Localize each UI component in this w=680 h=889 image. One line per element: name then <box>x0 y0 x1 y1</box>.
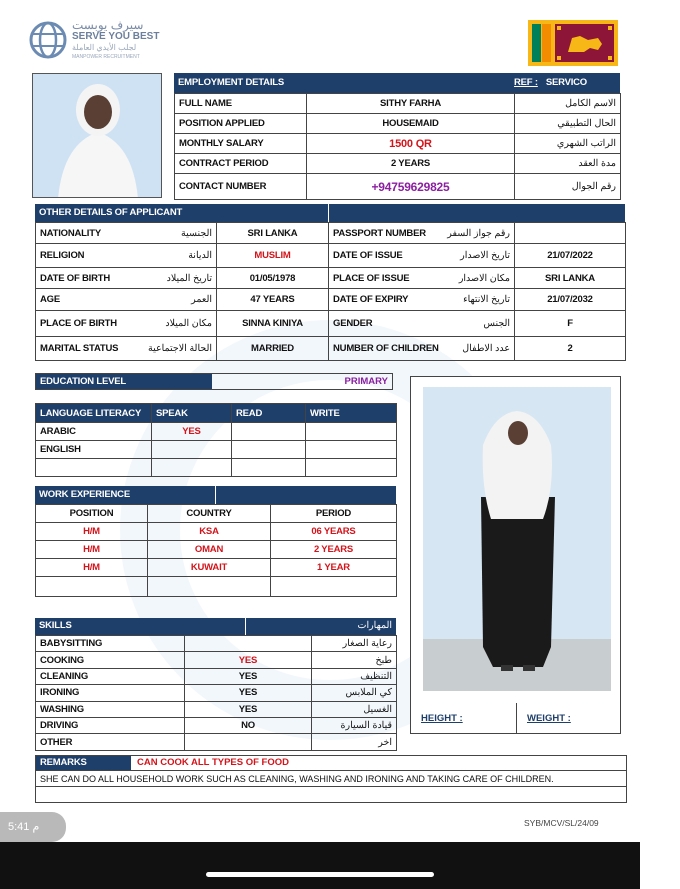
status-time-badge: 5:41 م <box>0 812 66 842</box>
weight-label: WEIGHT : <box>527 713 571 724</box>
language-row <box>36 459 397 477</box>
employment-title: EMPLOYMENT DETAILS <box>178 77 285 88</box>
other-value-2: F <box>515 311 626 337</box>
skill-arabic: كي الملابس <box>312 685 397 701</box>
skill-row <box>36 652 397 668</box>
remarks-highlight: CAN COOK ALL TYPES OF FOOD <box>137 757 290 768</box>
work-row <box>36 541 397 559</box>
other-label-1 <box>36 289 217 311</box>
employment-row <box>175 154 621 174</box>
other-label-en: MARITAL STATUS <box>40 343 119 354</box>
other-value-1: MUSLIM <box>217 244 329 268</box>
other-label-2 <box>329 244 515 268</box>
skill-row <box>36 636 397 652</box>
other-details-title: OTHER DETAILS OF APPLICANT <box>35 204 328 222</box>
skill-row <box>36 734 397 750</box>
skill-row <box>36 701 397 717</box>
work-period <box>271 577 397 597</box>
skill-arabic: التنظيف <box>312 668 397 684</box>
language-name: ENGLISH <box>36 441 152 459</box>
work-experience-section <box>35 486 396 597</box>
work-title: WORK EXPERIENCE <box>35 486 215 504</box>
other-label-en: RELIGION <box>40 250 85 261</box>
skill-value <box>185 734 312 750</box>
skills-table <box>35 635 397 751</box>
other-label-en: DATE OF ISSUE <box>333 250 403 261</box>
skill-row <box>36 668 397 684</box>
other-label-en: PASSPORT NUMBER <box>333 227 426 239</box>
employment-value: +94759629825 <box>307 174 515 200</box>
employment-value: SITHY FARHA <box>307 94 515 114</box>
other-label-ar: تاريخ الاصدار <box>460 250 510 261</box>
skills-title: SKILLS <box>35 618 245 635</box>
skill-value: NO <box>185 717 312 733</box>
work-country: OMAN <box>148 541 271 559</box>
employment-label: CONTACT NUMBER <box>175 174 307 200</box>
sri-lanka-flag-icon <box>528 20 618 66</box>
work-table <box>35 504 397 597</box>
language-write <box>306 459 397 477</box>
language-row <box>36 441 397 459</box>
language-speak: YES <box>152 423 232 441</box>
other-label-1 <box>36 244 217 268</box>
education-value: PRIMARY <box>344 376 388 387</box>
work-position: H/M <box>36 523 148 541</box>
skill-arabic: اخر <box>312 734 397 750</box>
other-value-1: SINNA KINIYA <box>217 311 329 337</box>
language-write <box>306 441 397 459</box>
other-label-ar: الجنس <box>483 318 510 329</box>
employment-value: HOUSEMAID <box>307 114 515 134</box>
other-details-row <box>36 337 626 361</box>
remarks-section <box>35 755 627 803</box>
other-label-en: NUMBER OF CHILDREN <box>333 343 439 354</box>
skills-section <box>35 618 396 751</box>
other-label-1 <box>36 268 217 289</box>
other-label-2 <box>329 223 515 244</box>
language-row <box>36 423 397 441</box>
other-label-2 <box>329 337 515 361</box>
other-label-en: DATE OF EXPIRY <box>333 294 409 305</box>
other-value-1: SRI LANKA <box>217 223 329 244</box>
skill-name: COOKING <box>36 652 185 668</box>
employment-details-section <box>174 73 620 200</box>
work-position: H/M <box>36 541 148 559</box>
other-label-2 <box>329 268 515 289</box>
applicant-portrait-photo <box>32 73 162 198</box>
other-label-ar: مكان الميلاد <box>165 318 212 329</box>
work-period: 1 YEAR <box>271 559 397 577</box>
language-read <box>232 441 306 459</box>
other-value-1: 47 YEARS <box>217 289 329 311</box>
other-label-ar: مكان الاصدار <box>458 272 510 284</box>
other-label-en: NATIONALITY <box>40 227 101 239</box>
portrait-figure-icon <box>33 74 162 198</box>
remarks-text: SHE CAN DO ALL HOUSEHOLD WORK SUCH AS CLEANING, WASHING AND IRONING AND TAKING CARE OF CHILDREN. <box>36 771 626 787</box>
skill-arabic: قيادة السيارة <box>312 717 397 733</box>
work-country: KSA <box>148 523 271 541</box>
other-label-en: PLACE OF ISSUE <box>333 272 410 284</box>
document-code: SYB/MCV/SL/24/09 <box>524 818 599 828</box>
logo-sub-arabic: لجلب الأيدي العاملة <box>72 43 137 52</box>
other-label-en: DATE OF BIRTH <box>40 272 111 284</box>
employment-label: POSITION APPLIED <box>175 114 307 134</box>
employment-label: MONTHLY SALARY <box>175 134 307 154</box>
work-row <box>36 523 397 541</box>
logo-name: SERVE YOU BEST <box>72 31 160 42</box>
skill-row <box>36 685 397 701</box>
employment-label: CONTRACT PERIOD <box>175 154 307 174</box>
work-country <box>148 577 271 597</box>
language-speak <box>152 441 232 459</box>
other-label-ar: العمر <box>191 294 212 305</box>
other-details-row <box>36 311 626 337</box>
other-label-ar: الحالة الاجتماعية <box>148 343 212 354</box>
work-position: H/M <box>36 559 148 577</box>
employment-value: 2 YEARS <box>307 154 515 174</box>
skill-arabic: رعاية الصغار <box>312 636 397 652</box>
other-label-ar: رقم جواز السفر <box>447 227 510 239</box>
work-period: 2 YEARS <box>271 541 397 559</box>
employment-label-arabic: الاسم الكامل <box>515 94 621 114</box>
language-header-row <box>36 404 397 423</box>
full-body-figure-icon <box>423 387 611 691</box>
other-label-ar: الديانة <box>188 250 212 261</box>
other-details-section <box>35 204 625 361</box>
skill-row <box>36 717 397 733</box>
skills-title-arabic: المهارات <box>245 618 396 635</box>
ref-label: REF : <box>514 77 538 88</box>
work-header: PERIOD <box>271 505 397 523</box>
language-header: READ <box>232 404 306 423</box>
employment-value: 1500 QR <box>307 134 515 154</box>
other-label-ar: تاريخ الميلاد <box>166 272 212 284</box>
other-value-2: 2 <box>515 337 626 361</box>
work-position <box>36 577 148 597</box>
language-read <box>232 459 306 477</box>
work-header-row <box>36 505 397 523</box>
other-value-2 <box>515 223 626 244</box>
skill-name: OTHER <box>36 734 185 750</box>
ref-value: SERVICO <box>545 77 588 88</box>
other-label-2 <box>329 289 515 311</box>
other-label-1 <box>36 311 217 337</box>
skill-name: IRONING <box>36 685 185 701</box>
other-label-1 <box>36 337 217 361</box>
language-header: WRITE <box>306 404 397 423</box>
skill-value: YES <box>185 668 312 684</box>
other-label-en: AGE <box>40 294 60 305</box>
employment-header <box>174 73 620 93</box>
full-body-photo <box>423 387 611 691</box>
other-label-en: GENDER <box>333 318 373 329</box>
education-title: EDUCATION LEVEL <box>36 374 212 389</box>
work-header: POSITION <box>36 505 148 523</box>
work-period: 06 YEARS <box>271 523 397 541</box>
other-value-2: 21/07/2032 <box>515 289 626 311</box>
language-name: ARABIC <box>36 423 152 441</box>
other-details-row <box>36 268 626 289</box>
other-details-row <box>36 223 626 244</box>
other-label-ar: تاريخ الانتهاء <box>463 294 510 305</box>
other-details-row <box>36 244 626 268</box>
employment-row <box>175 114 621 134</box>
language-table <box>35 403 397 477</box>
work-country: KUWAIT <box>148 559 271 577</box>
employment-row <box>175 134 621 154</box>
other-details-row <box>36 289 626 311</box>
language-name <box>36 459 152 477</box>
employment-label-arabic: رقم الجوال <box>515 174 621 200</box>
other-details-header <box>35 204 625 222</box>
language-header: LANGUAGE LITERACY <box>36 404 152 423</box>
other-label-ar: عدد الاطفال <box>462 343 510 354</box>
employment-label: FULL NAME <box>175 94 307 114</box>
skill-name: BABYSITTING <box>36 636 185 652</box>
other-value-1: 01/05/1978 <box>217 268 329 289</box>
language-write <box>306 423 397 441</box>
home-bar-area <box>0 842 640 889</box>
other-value-2: 21/07/2022 <box>515 244 626 268</box>
employment-label-arabic: مدة العقد <box>515 154 621 174</box>
remarks-label: REMARKS <box>36 756 131 770</box>
logo-arabic: سيرف يوبست <box>72 18 144 32</box>
skill-name: WASHING <box>36 701 185 717</box>
other-label-ar: الجنسية <box>181 227 212 239</box>
other-value-1: MARRIED <box>217 337 329 361</box>
other-label-2 <box>329 311 515 337</box>
home-indicator[interactable] <box>206 872 434 877</box>
skill-arabic: طبخ <box>312 652 397 668</box>
other-value-2: SRI LANKA <box>515 268 626 289</box>
logo-sub: MANPOWER RECRUITMENT <box>72 54 140 60</box>
agency-logo <box>28 18 168 68</box>
work-row <box>36 577 397 597</box>
other-label-1 <box>36 223 217 244</box>
other-details-table <box>35 222 626 361</box>
language-speak <box>152 459 232 477</box>
employment-row <box>175 94 621 114</box>
skill-value: YES <box>185 685 312 701</box>
language-section <box>35 403 396 477</box>
skill-arabic: الغسيل <box>312 701 397 717</box>
language-read <box>232 423 306 441</box>
employment-label-arabic: الحال التطبيقي <box>515 114 621 134</box>
skill-name: CLEANING <box>36 668 185 684</box>
employment-label-arabic: الراتب الشهري <box>515 134 621 154</box>
work-row <box>36 559 397 577</box>
skill-value <box>185 636 312 652</box>
height-label: HEIGHT : <box>421 713 463 724</box>
language-header: SPEAK <box>152 404 232 423</box>
education-section <box>35 373 393 390</box>
other-label-en: PLACE OF BIRTH <box>40 318 117 329</box>
full-body-photo-frame <box>410 376 621 734</box>
skill-name: DRIVING <box>36 717 185 733</box>
globe-logo-icon <box>28 20 68 60</box>
skill-value: YES <box>185 701 312 717</box>
work-header: COUNTRY <box>148 505 271 523</box>
employment-row <box>175 174 621 200</box>
employment-table <box>174 93 621 200</box>
skill-value: YES <box>185 652 312 668</box>
